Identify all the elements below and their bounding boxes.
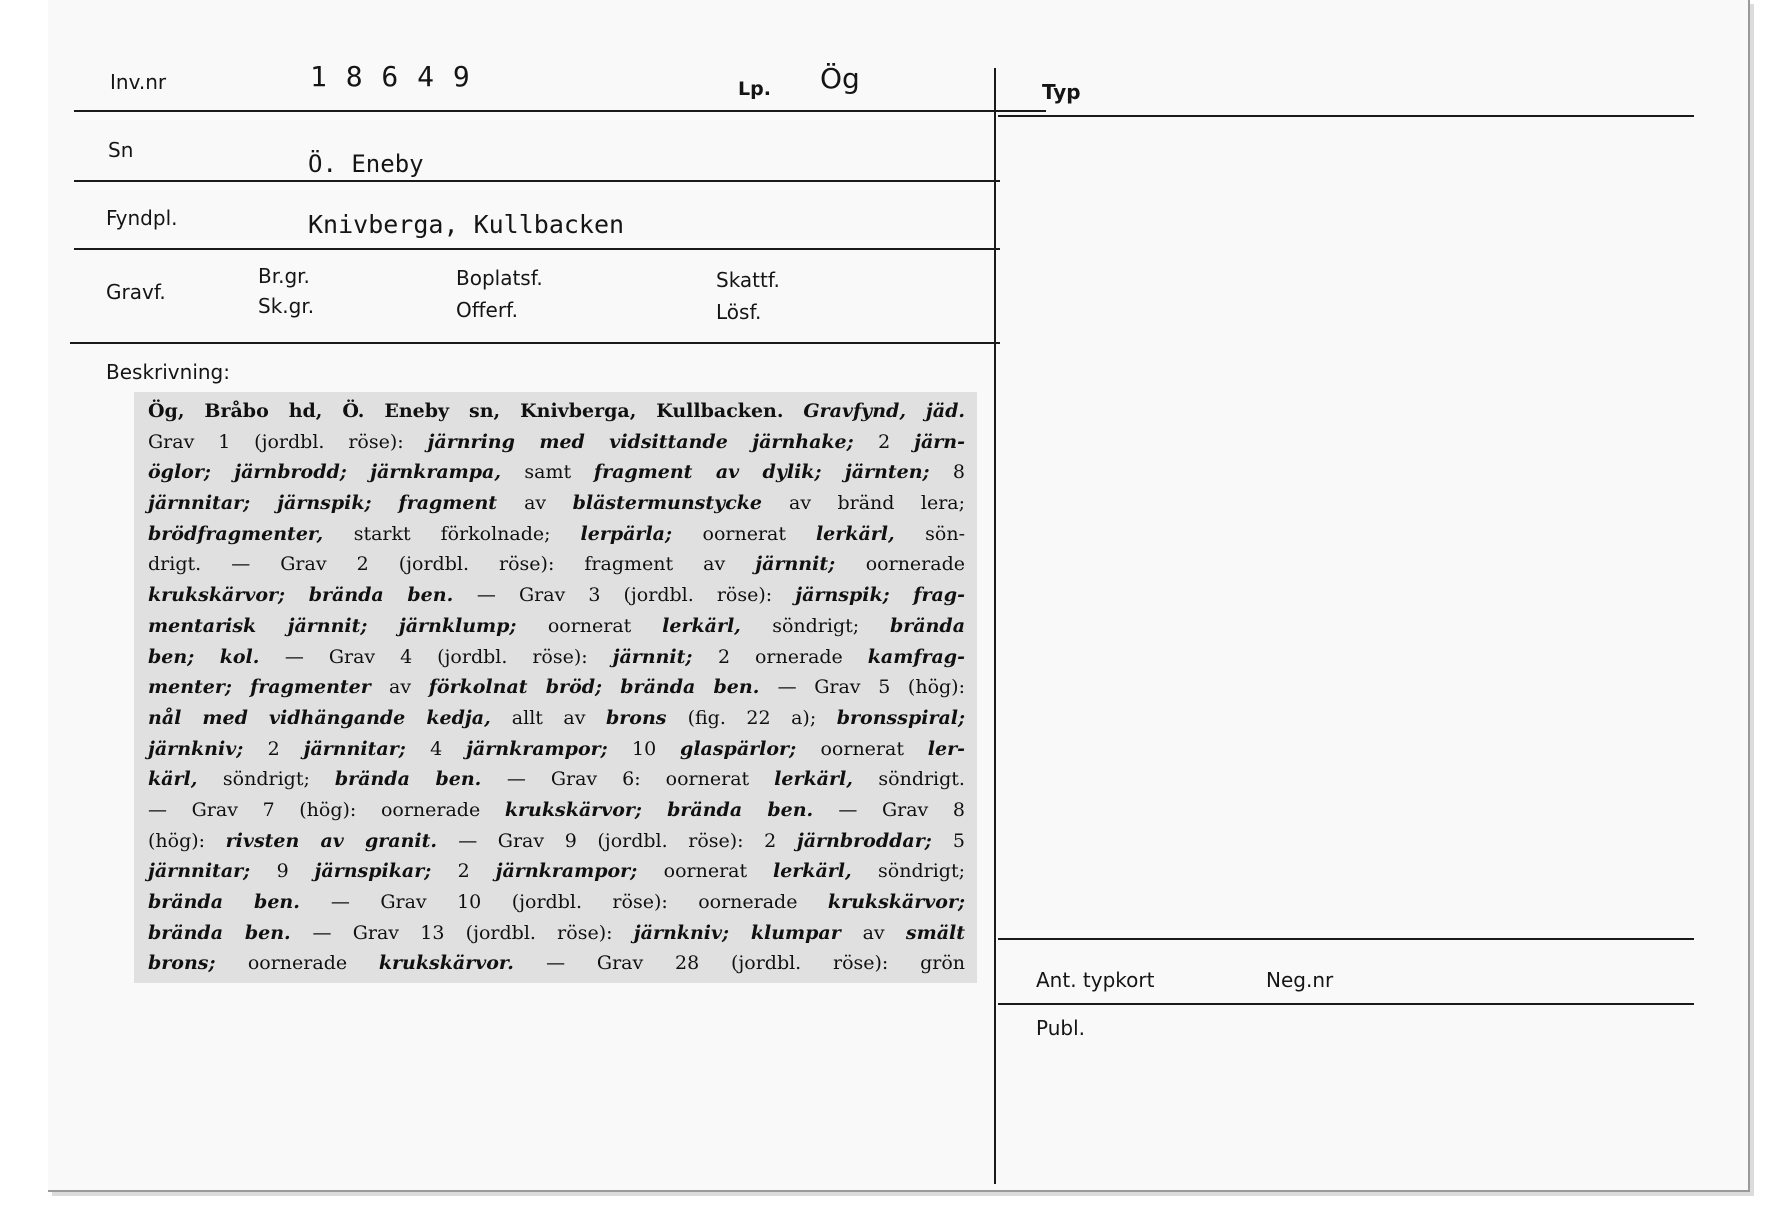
skattf-label: Skattf. [716, 268, 780, 292]
catalog-card [48, 0, 1750, 1192]
description-text: järn- [914, 430, 965, 453]
description-text: fragment av dylik; järnten; [593, 461, 953, 484]
description-text: 2 [878, 430, 915, 453]
divider-row4 [70, 342, 1000, 344]
description-text: oornerat [663, 860, 773, 883]
description-text: oornerade [865, 553, 965, 576]
description-text: av [389, 676, 429, 699]
description-line [148, 918, 965, 949]
description-text: smält [905, 921, 965, 944]
description-text: oornerade [247, 952, 379, 975]
brgr-label: Br.gr. [258, 264, 310, 288]
description-text: 5 [952, 829, 966, 852]
description-text: krukskärvor; [827, 891, 965, 913]
divider-typ [998, 115, 1694, 117]
description-text: söndrigt; [222, 768, 335, 791]
description-text: — Grav 5 (hög): [777, 676, 965, 699]
description-text: kärl, [148, 768, 223, 791]
skgr-label: Sk.gr. [258, 294, 315, 318]
description-text: järnring med vidsittande järnhake; [427, 430, 879, 453]
description-line [148, 427, 965, 458]
description-text: 10 [632, 737, 681, 760]
divider-publ [998, 1003, 1694, 1005]
description-text: järnnitar; [303, 737, 431, 760]
description-text: brända ben. [334, 768, 507, 791]
description-text: järnkrampor; [495, 860, 664, 883]
description-text: — Grav 4 (jordbl. röse): [284, 645, 613, 668]
description-text: järnkniv; [148, 737, 268, 760]
description-text: 2 [267, 737, 304, 760]
description-text: brons; [148, 952, 248, 975]
description-text: (fig. 22 a); [687, 706, 837, 729]
sn-label: Sn [108, 138, 134, 162]
description-text: 2 [457, 860, 496, 883]
description-text: bronsspiral; [836, 706, 965, 729]
description-text: järnspik; frag- [795, 584, 965, 607]
lp-label: Lp. [738, 78, 771, 100]
lp-value: Ög [820, 62, 860, 95]
description-line [148, 457, 965, 488]
description-text: — Grav 8 [838, 798, 965, 821]
gravf-label: Gravf. [106, 280, 166, 304]
description-text: förkolnat bröd; brända ben. [428, 676, 778, 699]
description-line [148, 488, 965, 519]
description-text: Ög, Bråbo hd, Ö. Eneby sn, Knivberga, Kullbacken. [148, 400, 784, 422]
description-text: järnnit; [612, 645, 718, 668]
description-text: glaspärlor; [680, 737, 821, 760]
description-line [148, 396, 965, 427]
description-text: lerkärl, [815, 522, 926, 545]
beskrivning-label: Beskrivning: [106, 360, 230, 384]
description-text: av [862, 921, 906, 944]
description-text: brons [606, 706, 688, 729]
description-text: söndrigt; [878, 860, 965, 883]
description-text: järnkniv; klumpar [633, 921, 863, 944]
description-text: öglor; järnbrodd; järnkrampa, [148, 461, 525, 484]
description-text: lerkärl, [774, 768, 879, 791]
description-text: 8 [952, 461, 966, 484]
description-text: krukskärvor; brända ben. [504, 798, 839, 821]
description-text: (hög): [148, 829, 226, 852]
description-text: allt av [511, 706, 607, 729]
description-text: lerkärl, [772, 860, 879, 883]
typ-label: Typ [1042, 80, 1081, 104]
divider-row1 [74, 110, 1046, 112]
description-line [148, 826, 965, 857]
description-clipping [134, 392, 977, 983]
fyndpl-value: Knivberga, Kullbacken [308, 210, 625, 239]
description-text: oornerat [702, 522, 816, 545]
inv-value: 1 8 6 4 9 [310, 60, 471, 93]
description-text: brända ben. [148, 921, 313, 944]
description-text: samt [524, 461, 594, 484]
description-text: rivsten av granit. [225, 829, 459, 852]
description-text: — Grav 3 (jordbl. röse): [476, 584, 796, 607]
description-line [148, 764, 965, 795]
description-text: söndrigt. [878, 768, 965, 791]
description-text: oornerat [547, 614, 663, 637]
divider-row3 [74, 248, 1000, 250]
description-text: — Grav 13 (jordbl. röse): [312, 921, 634, 944]
description-line [148, 703, 965, 734]
description-line [148, 642, 965, 673]
description-line [148, 887, 965, 918]
description-text: sön- [925, 522, 965, 545]
description-text: brända [889, 614, 966, 637]
description-text: ben; kol. [148, 645, 285, 668]
description-text: krukskärvor; brända ben. [148, 584, 477, 607]
description-text: brända ben. [148, 891, 331, 913]
description-text: Grav 1 (jordbl. röse): [148, 430, 428, 453]
description-text: lerpärla; [580, 522, 703, 545]
column-divider [994, 68, 996, 1184]
description-text: brödfragmenter, [148, 522, 354, 545]
description-text: järnspikar; [314, 860, 458, 883]
description-text: av bränd lera; [789, 492, 966, 515]
fyndpl-label: Fyndpl. [106, 206, 178, 230]
losf-label: Lösf. [716, 300, 762, 324]
description-line [148, 611, 965, 642]
description-text: 9 [276, 860, 315, 883]
offerf-label: Offerf. [456, 298, 518, 322]
description-text: lerkärl, [662, 614, 773, 637]
description-text: järnnitar; järnspik; fragment [148, 492, 525, 515]
description-text: starkt förkolnade; [353, 522, 581, 545]
description-text: menter; fragmenter [148, 676, 390, 699]
description-line [148, 734, 965, 765]
description-text: kamfrag- [867, 645, 965, 668]
description-text: av [524, 492, 573, 515]
description-text: 2 ornerade [717, 645, 868, 668]
ant-typkort-label: Ant. typkort [1036, 968, 1155, 992]
description-text: 4 [430, 737, 467, 760]
description-text: krukskärvor. [378, 952, 547, 975]
boplatsf-label: Boplatsf. [456, 266, 543, 290]
description-line [148, 856, 965, 887]
description-text: blästermunstycke [572, 492, 790, 515]
sn-value: Ö. Eneby [308, 150, 424, 178]
description-text: — Grav 10 (jordbl. röse): oornerade [330, 891, 828, 913]
description-text: oornerat [820, 737, 928, 760]
description-line [148, 580, 965, 611]
description-text: järnkrampor; [466, 737, 633, 760]
description-text: — Grav 6: oornerat [506, 768, 775, 791]
description-line [148, 795, 965, 826]
description-text: — Grav 28 (jordbl. röse): grön [546, 952, 966, 975]
negnr-label: Neg.nr [1266, 968, 1334, 992]
description-text: Gravfynd, jäd. [783, 400, 965, 422]
description-text: järnnit; [755, 553, 866, 576]
description-line [148, 948, 965, 979]
description-line [148, 672, 965, 703]
description-text: — Grav 7 (hög): oornerade [148, 798, 505, 821]
inv-label: Inv.nr [110, 70, 167, 94]
description-text: drigt. — Grav 2 (jordbl. röse): fragment av [148, 553, 756, 576]
divider-ant [998, 938, 1694, 940]
description-text: järnnitar; [148, 860, 277, 883]
description-text: mentarisk järnnit; järnklump; [148, 614, 548, 637]
description-text: järnbroddar; [796, 829, 953, 852]
description-text: söndrigt; [772, 614, 890, 637]
description-text: — Grav 9 (jordbl. röse): 2 [458, 829, 797, 852]
description-text: nål med vidhängande kedja, [148, 706, 512, 729]
description-line [148, 549, 965, 580]
publ-label: Publ. [1036, 1016, 1085, 1040]
description-line [148, 519, 965, 550]
description-text: ler- [927, 737, 965, 760]
divider-row2 [74, 180, 1000, 182]
